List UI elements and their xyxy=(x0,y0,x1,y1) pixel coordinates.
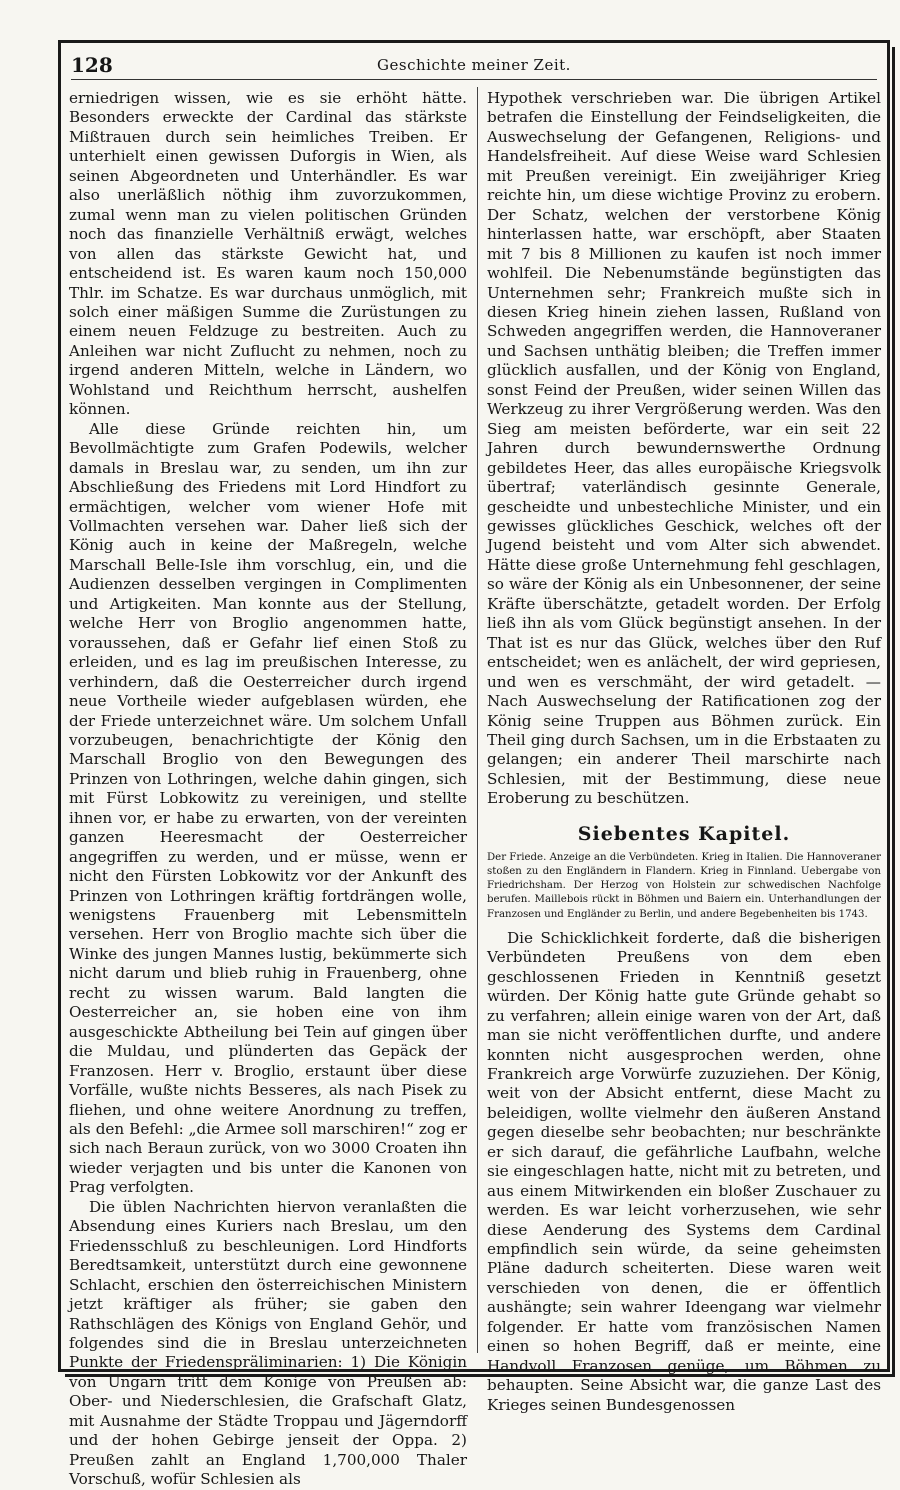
page-frame xyxy=(58,40,890,1489)
paragraph-right-2: Die Schicklichkeit forderte, daß die bisherigen Verbündeten Preußens von dem eben geschlossenen Frieden in Kenntniß gesetzt würden. Der König hatte gute Gründe gehabt so zu verfahren; allein einige waren von der Art, daß man sie nicht veröffentlichen durfte, und andere konnten nicht ausgesprochen werden, ohne Frankreich arge Vorwürfe zuzuziehen. Der König, weit von der Absicht entfernt, diese Macht zu beleidigen, wollte vielmehr den äußeren Anstand gegen dieselbe sehr beobachten; nur beschränkte er sich darauf, die gefährliche Laufbahn, welche sie eingeschlagen hatte, nicht mit zu betreten, und aus einem Mitwirkenden ein bloßer Zuschauer zu werden. Es war leicht vorherzusehen, wie sehr diese Aenderung des Systems dem Cardinal empfindlich sein würde, da seine geheimsten Pläne dadurch scheiterten. Diese waren weit verschieden von denen, die er öffentlich aushängte; sein wahrer Ideengang war vielmehr folgender. Er hatte vom französischen Namen einen so hohen Begriff, daß er meinte, eine Handvoll Franzosen genüge, um Böhmen zu behaupten. Seine Absicht war, die ganze Last des Krieges seinen Bundesgenossen xyxy=(487,928,881,1414)
paragraph-right-1: Hypothek verschrieben war. Die übrigen Artikel betrafen die Einstellung der Feindseligkeiten, die Auswechselung der Gefangenen, Religions- und Handelsfreiheit. Auf diese Weise ward Schlesien mit Preußen vereinigt. Ein zweijähriger Krieg reichte hin, um diese wichtige Provinz zu erobern. Der Schatz, welchen der verstorbene König hinterlassen hatte, war erschöpft, aber Staaten mit 7 bis 8 Millionen zu kaufen ist noch immer wohlfeil. Die Nebenumstände begünstigten das Unternehmen sehr; Frankreich mußte sich in diesen Krieg hinein ziehen lassen, Rußland von Schweden angegriffen werden, die Hannoveraner und Sachsen unthätig bleiben; die Treffen immer glücklich ausfallen, und der König von England, sonst Feind der Preußen, wider seinen Willen das Werkzeug zu ihrer Vergrößerung werden. Was den Sieg am meisten beförderte, war ein seit 22 Jahren durch bewundernswerthe Ordnung gebildetes Heer, das alles europäische Kriegsvolk übertraf; vaterländisch gesinnte Generale, gescheidte und unbestechliche Minister, und ein gewisses glückliches Geschick, welches oft der Jugend beisteht und vom Alter sich abwendet. Hätte diese große Unternehmung fehl geschlagen, so wäre der König als ein Unbesonnener, der seine Kräfte überschätzte, getadelt worden. Der Erfolg ließ ihn als vom Glück begünstigt ansehen. In der That ist es nur das Glück, welches über den Ruf entscheidet; wen es anlächelt, der wird gepriesen, und wen es verschmäht, der wird getadelt. — Nach Auswechselung der Ratificationen zog der König seine Truppen aus Böhmen zurück. Ein Theil ging durch Sachsen, um in die Erbstaaten zu gelangen; ein anderer Theil marschirte nach Schlesien, mit der Bestimmung, diese neue Eroberung zu beschützen. xyxy=(487,89,881,808)
right-column xyxy=(487,89,881,1415)
paragraph-left-3: Die üblen Nachrichten hiervon veranlaßten die Absendung eines Kuriers nach Breslau, um den Friedensschluß zu beschleunigen. Lord Hindforts Beredtsamkeit, unterstützt durch eine gewonnene Schlacht, erschien den österreichischen Ministern jetzt kräftiger als früher; sie gaben den Rathschlägen des Königs von England Gehör, und folgendes sind die in Breslau unterzeichneten Punkte der Friedenspräliminarien: 1) Die Königin von Ungarn tritt dem Könige von Preußen ab: Ober- und Niederschlesien, die Grafschaft Glatz, mit Ausnahme der Städte Troppau und Jägerndorff und der hohen Gebirge jenseit der Oppa. 2) Preußen zahlt an England 1,700,000 Thaler Vorschuß, wofür Schlesien als xyxy=(69,1197,467,1489)
paragraph-left-1: erniedrigen wissen, wie es sie erhöht hätte. Besonders erweckte der Cardinal das stärkste Mißtrauen durch sein heimliches Treiben. Er unterhielt einen gewissen Duforgis in Wien, als seinen Abgeordneten und Unterhändler. Es war also unerläßlich nöthig ihm zuvorzukommen, zumal wenn man zu vielen politischen Gründen noch das finanzielle Verhältniß erwägt, welches von allen das stärkste Gewicht hat, und entscheidend ist. Es waren kaum noch 150,000 Thlr. im Schatze. Es war durchaus unmöglich, mit solch einer mäßigen Summe die Zurüstungen zu einem neuen Feldzuge zu bestreiten. Auch zu Anleihen war nicht Zuflucht zu nehmen, noch zu irgend anderen Mitteln, welche in Ländern, wo Wohlstand und Reichthum herrscht, aushelfen können. xyxy=(69,89,467,419)
chapter-summary: Der Friede. Anzeige an die Verbündeten. Krieg in Italien. Die Hannoveraner stoßen zu den Engländern in Flandern. Krieg in Finnland. Uebergabe von Friedrichsham. Der Herzog von Holstein zur schwedischen Nachfolge berufen. Maillebois rückt in Böhmen und Baiern ein. Unterhandlungen der Franzosen und Engländer zu Berlin, und andere Begebenheiten bis 1743. xyxy=(487,851,881,920)
chapter-title: Siebentes Kapitel. xyxy=(577,822,791,845)
paragraph-left-2: Alle diese Gründe reichten hin, um Bevollmächtigte zum Grafen Podewils, welcher damals in Breslau war, zu senden, um ihn zur Abschließung des Friedens mit Lord Hindfort zu ermächtigen, welcher vom wiener Hofe mit Vollmachten versehen war. Daher ließ sich der König auch in keine der Maßregeln, welche Marschall Belle-Isle ihm vorschlug, ein, und die Audienzen desselben vergingen in Complimenten und Artigkeiten. Man konnte aus der Stellung, welche Herr von Broglio angenommen hatte, voraussehen, daß er Gefahr lief einen Stoß zu erleiden, und es lag im preußischen Interesse, zu verhindern, daß die Oesterreicher durch irgend neue Vortheile wieder aufgeblasen würden, ehe der Friede unterzeichnet wäre. Um solchem Unfall vorzubeugen, benachrichtigte der König den Marschall Broglio von den Bewegungen des Prinzen von Lothringen, welche dahin gingen, sich mit Fürst Lobkowitz zu vereinigen, und stellte ihnen vor, er habe zu erwarten, von der vereinten ganzen Heeresmacht der Oesterreicher angegriffen zu werden, und er müsse, wenn er nicht den Fürsten Lobkowitz vor der Ankunft des Prinzen von Lothringen kräftig fortdrängen wolle, wenigstens Frauenberg mit Lebensmitteln versehen. Herr von Broglio machte sich über die Winke des jungen Mannes lustig, bekümmerte sich nicht darum und blieb ruhig in Frauenberg, ohne recht zu wissen warum. Bald langten die Oesterreicher an, sie hoben eine von ihm ausgeschickte Abtheilung bei Tein auf gingen über die Muldau, und plünderten das Gepäck der Franzosen. Herr v. Broglio, erstaunt über diese Vorfälle, wußte nichts Besseres, als nach Pisek zu fliehen, und ohne weitere Anordnung zu treffen, als den Befehl: „die Armee soll marschiren!“ zog er sich nach Beraun zurück, von wo 3000 Croaten ihn wieder verjagten und bis unter die Kanonen von Prag verfolgten. xyxy=(69,419,467,1197)
left-column xyxy=(69,89,467,1490)
page-number: 128 xyxy=(71,53,113,77)
running-head: Geschichte meiner Zeit. xyxy=(377,56,571,74)
column-divider xyxy=(477,87,478,1353)
page-header xyxy=(71,53,877,80)
